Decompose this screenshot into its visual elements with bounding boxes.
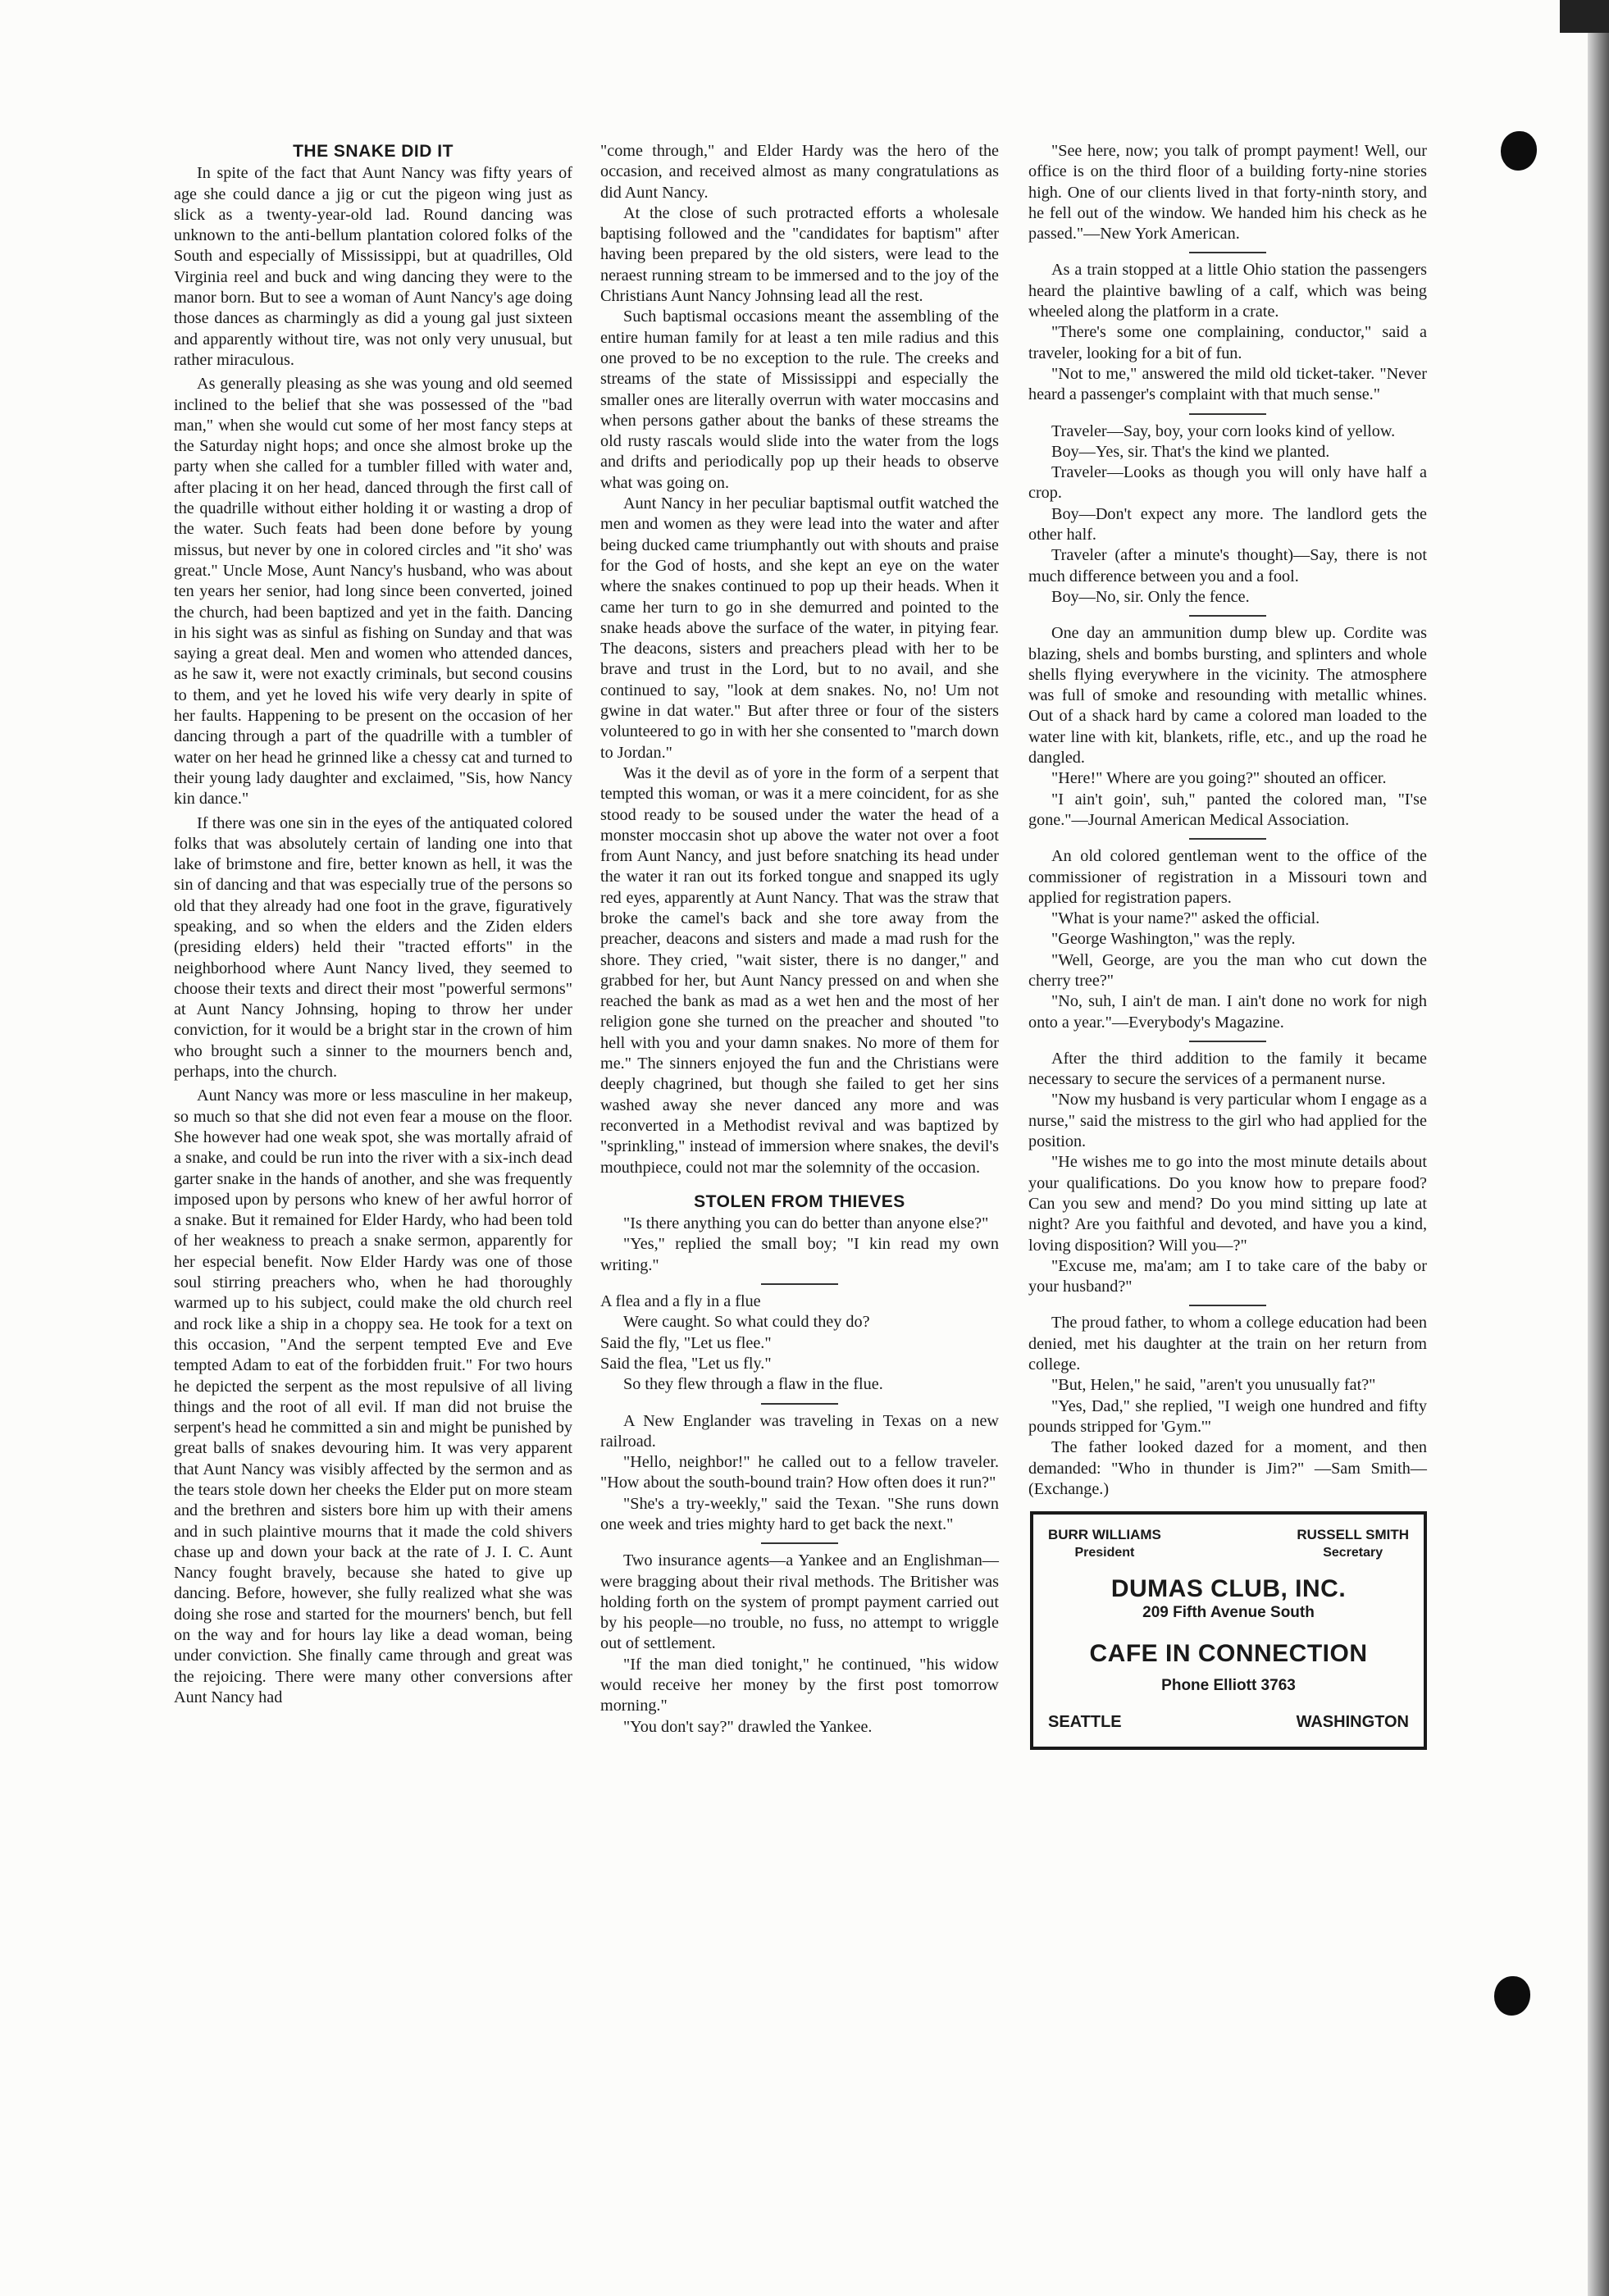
verse-line: So they flew through a flaw in the flue. (623, 1375, 883, 1394)
page-edge-shadow (1588, 0, 1609, 2296)
ad-officer-name: RUSSELL SMITH (1297, 1527, 1409, 1543)
ad-officer-secretary (1297, 1526, 1409, 1562)
joke-line: The father looked dazed for a moment, and then demanded: "Who in thunder is Jim?" —Sam Smith—(Exchange.) (1028, 1438, 1427, 1498)
verse-line: Were caught. So what could they do? (623, 1313, 870, 1332)
joke-line: "He wishes me to go into the most minute details about your qualifications. Do you know how to prepare food? Can you sew and mend? Do you mind sitting up late at night? Are you faithful and devoted, and have you a kind, loving disposition? Will you—?" (1028, 1153, 1427, 1255)
joke-line: "Now my husband is very particular whom I engage as a nurse," said the mistress to the girl who had applied for the position. (1028, 1091, 1427, 1151)
ad-club-name: DUMAS CLUB, INC. (1110, 1575, 1347, 1603)
separator-rule (1189, 413, 1266, 415)
paragraph: In spite of the fact that Aunt Nancy was fifty years of age she could dance a jig or cut the pigeon wing just as slick as a twenty-year-old lad. Round dancing was unknown to the anti-bellum plantation colored folks of the South and especially of Mississippi, but at quadrilles, Old Virginia reel and buck and wing dancing they were to the manor born. But to see a woman of Aunt Nancy's age doing those dances as charmingly as did a young gal just sixteen and apparently without tire, was not only very unusual, but rather miraculous. (174, 164, 572, 369)
article-title: THE SNAKE DID IT (293, 142, 454, 161)
ad-address: 209 Fifth Avenue South (1142, 1604, 1315, 1622)
ad-officer-role: President (1074, 1546, 1135, 1560)
separator-rule (1189, 838, 1266, 840)
joke-line: "See here, now; you talk of prompt payment! Well, our office is on the third floor of a building forty-nine stories high. One of our clients lived in that forty-ninth story, and he fell out of the window. We handed him his check as he passed."—New York American. (1028, 142, 1427, 244)
joke-line: "Well, George, are you the man who cut down the cherry tree?" (1028, 950, 1427, 990)
paragraph: Was it the devil as of yore in the form of a serpent that tempted this woman, or was it a mere coincident, for as she stood ready to be soused under the water the head of a monster moccasin shot up above the water not over a foot from Aunt Nancy, and just before snatching its head under the water it ran out its forked tongue and snapped its ugly red eyes, apparently at Aunt Nancy. That was the straw that broke the camel's back and she tore away from the preacher, deacons and sisters and made a mad rush for the shore. They cried, "wait sister, there is no danger," and grabbed for her, but Aunt Nancy pressed on and when she reached the bank as mad as a wet hen and the most of her religion gone she turned on the preacher and shouted "to hell with you and your damn snakes. No more of them for me." The sinners enjoyed the fun and the Christians were deeply chagrined, but though she failed to get her sins washed away she never danced any more and was reconverted in a Methodist revival and was baptized by "sprinkling," instead of immersion where snakes, the devil's mouthpiece, could not mar the solemnity of the occasion. (600, 763, 999, 1177)
column-1 (174, 141, 572, 1708)
joke-line: Two insurance agents—a Yankee and an Englishman—were bragging about their rival methods. The Britisher was holding forth on the system of prompt payment carried out by his people—no trouble, no fuss, no attempt to wriggle out of settlement. (600, 1551, 999, 1653)
paragraph: Such baptismal occasions meant the assembling of the entire human family for at least a ten mile radius and this one proved to be no exception to the rule. The creeks and streams of the state of Mississippi and especially the smaller ones are literally overrun with water moccasins and when persons gather about the banks of these streams the old rusty rascals would slide into the water from the logs and drifts and periodically pop up their heads to observe what was going on. (600, 308, 999, 492)
joke-line: "You don't say?" drawled the Yankee. (623, 1717, 873, 1736)
joke-line: "Excuse me, ma'am; am I to take care of the baby or your husband?" (1028, 1256, 1427, 1296)
paragraph: At the close of such protracted efforts a wholesale baptising followed and the "candidates for baptism" after having been prepared by the old sisters, were lead to the neraest running stream to be immersed and to the joy of the Christians Aunt Nancy Johnsing lead all the rest. (600, 203, 999, 306)
joke-line: "Not to me," answered the mild old ticket-taker. "Never heard a passenger's complaint with that much sense." (1028, 364, 1427, 404)
separator-rule (761, 1403, 838, 1405)
joke-line: "There's some one complaining, conductor," said a traveler, looking for a bit of fun. (1028, 323, 1427, 362)
column-2 (600, 141, 999, 1738)
separator-rule (1189, 252, 1266, 253)
ad-location (1048, 1712, 1409, 1733)
joke-line: "I ain't goin', suh," panted the colored man, "I'se gone."—Journal American Medical Association. (1028, 790, 1427, 829)
verse-line: Said the flea, "Let us fly." (600, 1354, 772, 1373)
joke-line: Traveler (after a minute's thought)—Say, there is not much difference between you and a fool. (1028, 546, 1427, 585)
separator-rule (1189, 1041, 1266, 1042)
ad-city: SEATTLE (1048, 1713, 1122, 1732)
paragraph: Aunt Nancy was more or less masculine in her makeup, so much so that she did not even fear a mouse on the floor. She however had one weak spot, she was mortally afraid of a snake, and could be run into the river with a six-inch dead garter snake in the hands of another, and she was frequently imposed upon by persons who knew of her awful horror of a snake. But it remained for Elder Hardy, who had been told of her weakness to preach a snake sermon, apparently for her especial benefit. Now Elder Hardy was one of those soul stirring preachers who, when he had thoroughly warmed up to his subject, could make the old church reel and rock like a ship in a choppy sea. He took for a text on this occasion, "And the serpent tempted Eve and Eve tempted Adam to eat of the forbidden fruit." For two hours he depicted the serpent as the most repulsive of all living things and the root of all evil. If man did not bruise the serpent's head he committed a sin and might be punished by great balls of snakes devouring him. It was very apparent that Aunt Nancy was visibly affected by the sermon and as the tears stole down her cheeks the Elder put on more steam and the brethren and sisters bore him up with their amens and in such plaintive mourns that it made the cold shivers chase up and down your back at the rate of J. I. C. Aunt Nancy fought bravely, because she hated to give up dancing. Before, however, she fully realized what she was doing she rose and started for the mourners' bench, but fell on the way and for hours lay like a dead woman, being under conviction. She finally came through and great was the rejoicing. There were many other conversions after Aunt Nancy had (174, 1086, 572, 1706)
paragraph: "come through," and Elder Hardy was the hero of the occasion, and received almost as many congratulations as did Aunt Nancy. (600, 142, 999, 202)
joke-line: "Here!" Where are you going?" shouted an officer. (1051, 769, 1387, 788)
joke-line: One day an ammunition dump blew up. Cordite was blazing, shels and bombs bursting, and splinters and whole shells flying everywhere in the vicinity. The atmosphere was full of smoke and resounding with metallic whines. Out of a shack hard by came a colored man loaded to the water line with kit, blankets, rifle, etc., and up the road he dangled. (1028, 624, 1427, 768)
joke-line: "But, Helen," he said, "aren't you unusually fat?" (1051, 1376, 1376, 1395)
ad-officers (1048, 1526, 1409, 1562)
joke-line: The proud father, to whom a college education had been denied, met his daughter at the train on her return from college. (1028, 1314, 1427, 1374)
section-title: STOLEN FROM THIEVES (694, 1191, 905, 1211)
separator-rule (761, 1283, 838, 1285)
joke-line: "Yes, Dad," she replied, "I weigh one hundred and fifty pounds stripped for 'Gym.'" (1028, 1396, 1427, 1436)
joke-line: After the third addition to the family it became necessary to secure the services of a permanent nurse. (1028, 1049, 1427, 1089)
joke-line: "No, suh, I ain't de man. I ain't done no work for nigh onto a year."—Everybody's Magazine. (1028, 992, 1427, 1032)
joke-line: As a train stopped at a little Ohio station the passengers heard the plaintive bawling of a calf, which was being wheeled along the platform in a crate. (1028, 261, 1427, 321)
binder-hole-bottom (1494, 1976, 1530, 2016)
verse-line: A flea and a fly in a flue (600, 1292, 761, 1311)
separator-rule (1189, 615, 1266, 617)
ad-officer-name: BURR WILLIAMS (1048, 1527, 1161, 1543)
ad-state: WASHINGTON (1296, 1713, 1409, 1732)
joke-line: Boy—Yes, sir. That's the kind we planted. (1051, 442, 1330, 461)
joke-line: "George Washington," was the reply. (1051, 930, 1296, 949)
binder-hole-top (1501, 131, 1537, 171)
joke-line: "Is there anything you can do better than anyone else?" (623, 1214, 989, 1233)
joke-line: "If the man died tonight," he continued, "his widow would receive her money by the first post tomorrow morning." (600, 1655, 999, 1715)
paragraph: Aunt Nancy in her peculiar baptismal outfit watched the men and women as they were lead into the water and after being ducked came triumphantly out with shouts and praise for the God of hosts, and she kept an eye on the water where the snakes continued to pop up their heads. When it came her turn to go in she demurred and pointed to the snake heads above the surface of the water, in pitying fear. The deacons, sisters and preachers plead with her to be brave and trust in the Lord, but to no avail, and she continued to say, "look at dem snakes. No, no! Um not gwine in dat water." But after three or four of the sisters volunteered to go in with her she consented to "march down to Jordan." (600, 494, 999, 762)
joke-line: Boy—No, sir. Only the fence. (1051, 587, 1250, 606)
ad-officer-president (1048, 1526, 1161, 1562)
paragraph: If there was one sin in the eyes of the antiquated colored folks that was absolutely certain of landing one into that lake of brimstone and fire, better known as hell, it was the sin of dancing and that was especially true of the persons so old that they already had one foot in the grave, figuratively speaking, and so when the elders and the Ziden elders (presiding elders) held their "tracted efforts" in the neighborhood where Aunt Nancy lived, they seemed to choose their texts and direct their most "powerful sermons" at Aunt Nancy Johnsing, hoping to throw her under conviction, for it would be a bright star in the crown of him who brought such a sinner to the mourners bench and, perhaps, into the church. (174, 813, 572, 1082)
verse-line: Said the fly, "Let us flee." (600, 1333, 772, 1352)
joke-line: An old colored gentleman went to the office of the commissioner of registration in a Missouri town and applied for registration papers. (1028, 847, 1427, 907)
advertisement-box (1030, 1511, 1427, 1749)
joke-line: Boy—Don't expect any more. The landlord gets the other half. (1028, 504, 1427, 544)
joke-line: "Hello, neighbor!" he called out to a fellow traveler. "How about the south-bound train? How often does it run?" (600, 1453, 999, 1492)
joke-line: "Yes," replied the small boy; "I kin read my own writing." (600, 1235, 999, 1274)
corner-scan-mark (1560, 0, 1609, 33)
ad-officer-role: Secretary (1323, 1546, 1383, 1560)
joke-line: Traveler—Say, boy, your corn looks kind of yellow. (1051, 421, 1396, 440)
paragraph: As generally pleasing as she was young and old seemed inclined to the belief that she was possessed of the "bad man," when she would cut some of her most fancy steps at the Saturday night hops; and once she almost broke up the party when she called for a tumbler filled with water and, after placing it on her head, danced through the first call of the quadrille without either holding it or wasting a drop of the water. Such feats had been done before by young missus, but never by one in colored circles and "it sho' was great." Uncle Mose, Aunt Nancy's husband, who was about ten years her senior, had long since been converted, joined the church, had been baptized and yet in the faith. Dancing in his sight was as sinful as fishing on Sunday and that was saying a great deal. Men and women who attended dances, as he saw it, were not exactly criminals, but second cousins to them, and yet he loved his wife very dearly in spite of her faults. Happening to be present on the occasion of her dancing through a part of the quadrille with a tumbler of water on her head he grinned like a chessy cat and turned to their young lady daughter and exclaimed, "Sis, how Nancy kin dance." (174, 375, 572, 809)
joke-line: "She's a try-weekly," said the Texan. "She runs down one week and tries mighty hard to get back the next." (600, 1494, 999, 1533)
joke-line: "What is your name?" asked the official. (1051, 909, 1320, 928)
column-3 (1028, 141, 1427, 1750)
ad-cafe: CAFE IN CONNECTION (1089, 1639, 1368, 1667)
joke-line: Traveler—Looks as though you will only have half a crop. (1028, 463, 1427, 503)
joke-line: A New Englander was traveling in Texas on a new railroad. (600, 1411, 999, 1451)
separator-rule (1189, 1305, 1266, 1306)
ad-phone: Phone Elliott 3763 (1161, 1677, 1296, 1694)
separator-rule (761, 1542, 838, 1544)
